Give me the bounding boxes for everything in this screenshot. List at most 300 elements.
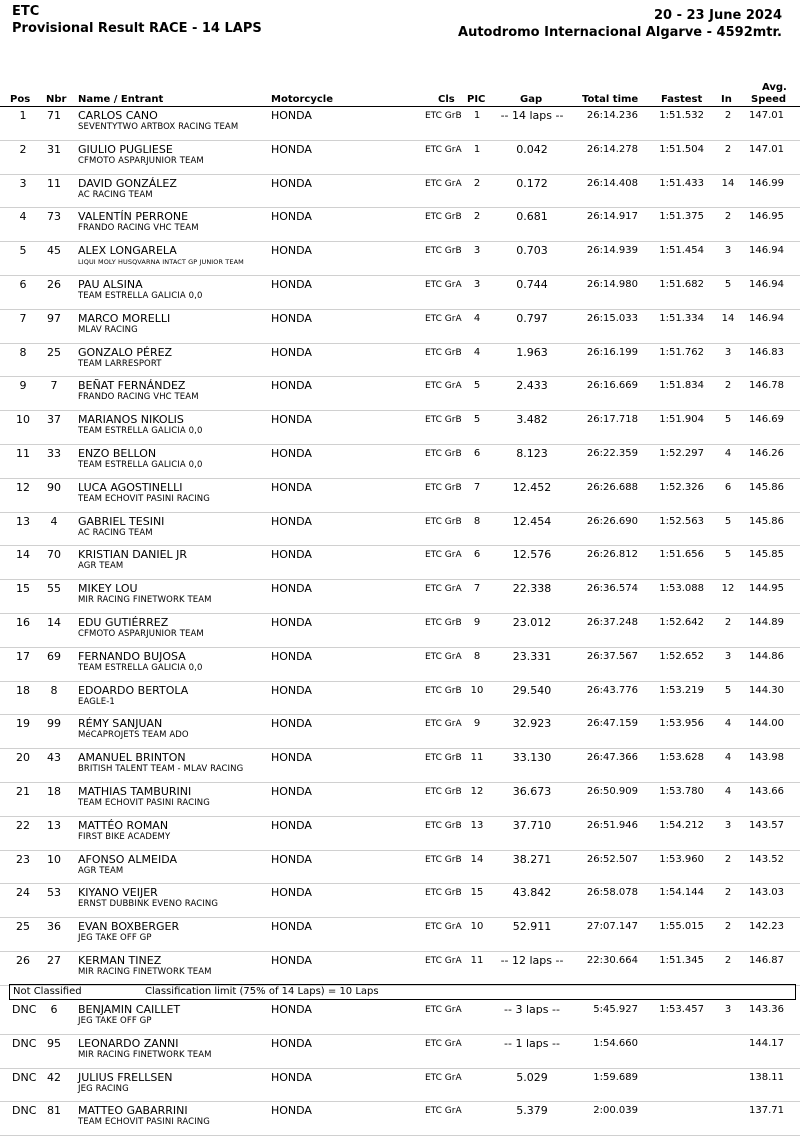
cell-nbr: 71 — [47, 109, 61, 122]
result-row — [0, 816, 800, 851]
cell-class: ETC GrB — [425, 618, 462, 628]
cell-name: KRISTIAN DANIEL JR — [78, 548, 188, 562]
cell-motorcycle: HONDA — [271, 514, 312, 528]
cell-name: JULIUS FRELLSEN — [78, 1070, 173, 1084]
cell-gap: 29.540 — [512, 683, 552, 697]
cell-fastest-lap-number: 2 — [724, 110, 732, 121]
cell-class: ETC GrB — [425, 415, 462, 426]
cell-motorcycle: HONDA — [271, 379, 312, 393]
cell-total-time: 26:15.033 — [586, 312, 638, 324]
cell-nbr: 69 — [47, 649, 61, 663]
cell-motorcycle: HONDA — [271, 751, 312, 765]
cell-class: ETC GrA — [425, 144, 462, 155]
cell-pos: 26 — [16, 954, 30, 967]
cell-avg-speed: 143.66 — [749, 786, 784, 797]
cell-pic: 14 — [470, 853, 484, 865]
cell-total-time: 26:14.236 — [586, 110, 638, 121]
cell-nbr: 97 — [47, 311, 61, 325]
cell-pos: 7 — [19, 311, 27, 325]
cell-nbr: 55 — [47, 582, 61, 596]
cell-motorcycle: HONDA — [271, 311, 312, 325]
cell-class: ETC GrB — [425, 212, 462, 223]
cell-pic: 15 — [470, 887, 484, 899]
cell-name: GABRIEL TESINI — [78, 514, 165, 528]
cell-nbr: 90 — [47, 480, 61, 494]
cell-nbr: 6 — [50, 1003, 58, 1016]
cell-pos: 14 — [16, 548, 30, 562]
cell-fastest-lap-number: 2 — [724, 617, 732, 628]
cell-motorcycle: HONDA — [271, 1104, 312, 1118]
cell-gap: 12.452 — [512, 480, 552, 494]
cell-pic: 8 — [473, 515, 481, 527]
cell-pic: 7 — [473, 583, 481, 595]
col-name: Name / Entrant — [78, 94, 164, 105]
cell-fastest-lap: 1:51.433 — [659, 177, 704, 189]
cell-team: MéCAPROJETS TEAM ADO — [78, 730, 189, 741]
cell-total-time: 26:36.574 — [586, 583, 638, 595]
cell-team: FRANDO RACING VHC TEAM — [78, 392, 199, 403]
cell-gap: -- 12 laps -- — [500, 954, 564, 967]
cell-pic: 1 — [473, 143, 481, 155]
result-row — [0, 681, 800, 716]
cell-nbr: 36 — [47, 920, 61, 934]
cell-name: BENJAMIN CAILLET — [78, 1003, 181, 1016]
col-total-time: Total time — [582, 94, 639, 105]
cell-name: AMANUEL BRINTON — [78, 751, 186, 765]
cell-nbr: 95 — [47, 1036, 61, 1050]
cell-team: MIR RACING FINETWORK TEAM — [78, 595, 212, 606]
cell-name: EVAN BOXBERGER — [78, 920, 180, 934]
cell-avg-speed: 146.69 — [749, 414, 784, 426]
cell-class: ETC GrB — [425, 854, 462, 865]
col-nbr: Nbr — [46, 94, 67, 105]
cell-pic: 10 — [470, 684, 484, 696]
cell-pos: 4 — [19, 210, 27, 224]
cell-pic: 7 — [473, 481, 481, 493]
cell-gap: 37.710 — [512, 818, 552, 832]
cell-team: TEAM ECHOVIT PASINI RACING — [78, 798, 210, 808]
cell-motorcycle: HONDA — [271, 1003, 312, 1016]
cell-name: MATTÉO ROMAN — [78, 818, 169, 832]
cell-fastest-lap-number: 2 — [724, 955, 732, 966]
cell-team: CFMOTO ASPARJUNIOR TEAM — [78, 629, 204, 639]
cell-motorcycle: HONDA — [271, 278, 312, 291]
cell-name: KERMAN TINEZ — [78, 954, 162, 967]
cell-gap: 52.911 — [512, 920, 552, 934]
cell-team: JEG TAKE OFF GP — [78, 1016, 152, 1026]
cell-team: LIQUI MOLY HUSQVARNA INTACT GP JUNIOR TEAM — [78, 258, 244, 267]
cell-fastest-lap: 1:51.682 — [659, 279, 704, 290]
cell-nbr: 8 — [50, 683, 58, 697]
column-header-row — [0, 80, 800, 107]
cell-total-time: 26:52.507 — [586, 853, 638, 865]
cell-avg-speed: 144.00 — [749, 718, 784, 730]
col-avg: Avg. — [762, 82, 787, 93]
cell-gap: 0.042 — [516, 142, 548, 156]
cell-class: ETC GrA — [425, 1038, 462, 1049]
cell-gap: 2.433 — [516, 379, 548, 393]
cell-class: ETC GrB — [425, 787, 462, 797]
cell-fastest-lap: 1:55.015 — [659, 921, 704, 933]
cell-pos: 8 — [19, 345, 27, 359]
result-row — [0, 343, 800, 378]
not-classified-bar — [9, 984, 796, 1000]
cell-fastest-lap-number: 2 — [724, 143, 732, 155]
cell-motorcycle: HONDA — [271, 649, 312, 663]
result-row — [0, 917, 800, 952]
cell-gap: 5.029 — [516, 1070, 548, 1084]
col-in: In — [721, 94, 732, 105]
cell-name: PAU ALSINA — [78, 278, 143, 291]
series-title: ETC — [12, 4, 40, 19]
col-speed: Speed — [751, 94, 787, 105]
cell-fastest-lap: 1:51.834 — [659, 380, 704, 392]
cell-fastest-lap: 1:51.375 — [659, 211, 704, 223]
cell-total-time: 26:26.812 — [586, 549, 638, 561]
cell-motorcycle: HONDA — [271, 142, 312, 156]
cell-gap: -- 3 laps -- — [504, 1003, 560, 1016]
cell-name: RÉMY SANJUAN — [78, 717, 163, 731]
cell-fastest-lap-number: 5 — [724, 515, 732, 527]
cell-avg-speed: 145.86 — [749, 515, 784, 527]
cell-name: DAVID GONZÁLEZ — [78, 176, 177, 190]
cell-pic: 4 — [473, 346, 481, 358]
cell-avg-speed: 138.11 — [749, 1071, 784, 1083]
cell-fastest-lap: 1:52.652 — [659, 650, 704, 662]
cell-avg-speed: 146.78 — [749, 380, 784, 392]
cell-pos: 22 — [16, 818, 30, 832]
cell-name: ALEX LONGARELA — [78, 244, 177, 258]
result-row — [0, 951, 800, 986]
cell-pos: DNC — [12, 1003, 37, 1016]
cell-name: MARCO MORELLI — [78, 311, 171, 325]
cell-gap: 33.130 — [512, 751, 552, 765]
cell-avg-speed: 145.86 — [749, 481, 784, 493]
result-row — [0, 1068, 800, 1103]
result-row — [0, 174, 800, 209]
not-classified-label: Not Classified — [13, 986, 82, 997]
cell-pos: 18 — [16, 683, 30, 697]
cell-fastest-lap-number: 14 — [721, 312, 735, 324]
cell-total-time: 26:17.718 — [586, 414, 638, 426]
cell-avg-speed: 144.30 — [749, 684, 784, 696]
cell-total-time: 22:30.664 — [586, 955, 638, 966]
cell-fastest-lap-number: 3 — [724, 245, 732, 257]
cell-fastest-lap: 1:54.212 — [659, 819, 704, 831]
cell-name: GONZALO PÉREZ — [78, 345, 173, 359]
cell-gap: 5.379 — [516, 1104, 548, 1118]
result-row — [0, 376, 800, 411]
cell-fastest-lap-number: 3 — [724, 346, 732, 358]
cell-name: VALENTÍN PERRONE — [78, 210, 189, 224]
cell-pic: 6 — [473, 549, 481, 561]
cell-gap: 36.673 — [512, 785, 552, 798]
cell-class: ETC GrA — [425, 550, 462, 561]
cell-pic: 5 — [473, 380, 481, 392]
cell-fastest-lap: 1:51.532 — [659, 110, 704, 121]
cell-fastest-lap: 1:51.656 — [659, 549, 704, 561]
cell-name: AFONSO ALMEIDA — [78, 852, 178, 866]
cell-total-time: 26:22.359 — [586, 448, 638, 459]
cell-fastest-lap: 1:51.904 — [659, 414, 704, 426]
cell-gap: 0.797 — [516, 311, 548, 325]
cell-team: CFMOTO ASPARJUNIOR TEAM — [78, 155, 204, 166]
cell-team: TEAM ESTRELLA GALICIA 0,0 — [78, 460, 203, 470]
result-row — [0, 1000, 800, 1035]
cell-motorcycle: HONDA — [271, 954, 312, 967]
cell-total-time: 26:37.248 — [586, 617, 638, 628]
result-row — [0, 410, 800, 445]
circuit-name: Autodromo Internacional Algarve - 4592mtr. — [458, 25, 782, 40]
cell-avg-speed: 144.86 — [749, 650, 784, 662]
cell-total-time: 26:51.946 — [586, 819, 638, 831]
cell-pos: 11 — [16, 447, 30, 460]
cell-pos: 17 — [16, 649, 30, 663]
cell-avg-speed: 146.87 — [749, 955, 784, 966]
cell-motorcycle: HONDA — [271, 447, 312, 460]
cell-avg-speed: 147.01 — [749, 143, 784, 155]
cell-avg-speed: 146.94 — [749, 312, 784, 324]
cell-pos: 6 — [19, 278, 27, 291]
result-row — [0, 207, 800, 242]
cell-fastest-lap-number: 2 — [724, 853, 732, 865]
cell-motorcycle: HONDA — [271, 176, 312, 190]
cell-team: AC RACING TEAM — [78, 189, 153, 200]
cell-team: TEAM ECHOVIT PASINI RACING — [78, 493, 210, 504]
cell-nbr: 37 — [47, 413, 61, 427]
cell-fastest-lap: 1:53.628 — [659, 752, 704, 764]
cell-motorcycle: HONDA — [271, 582, 312, 596]
cell-avg-speed: 143.03 — [749, 887, 784, 899]
cell-gap: 12.576 — [512, 548, 552, 562]
cell-team: AGR TEAM — [78, 865, 124, 876]
cell-fastest-lap-number: 4 — [724, 448, 732, 459]
cell-pic: 10 — [470, 921, 484, 933]
cell-gap: 1.963 — [516, 345, 548, 359]
cell-total-time: 26:26.690 — [586, 515, 638, 527]
cell-team: TEAM ESTRELLA GALICIA 0,0 — [78, 662, 203, 673]
cell-nbr: 99 — [47, 717, 61, 731]
header-right — [458, 7, 782, 41]
cell-fastest-lap: 1:51.334 — [659, 312, 704, 324]
cell-avg-speed: 145.85 — [749, 549, 784, 561]
cell-team: TEAM ESTRELLA GALICIA 0,0 — [78, 426, 203, 437]
cell-class: ETC GrB — [425, 449, 462, 459]
cell-nbr: 25 — [47, 345, 61, 359]
cell-nbr: 45 — [47, 244, 61, 258]
col-fastest: Fastest — [661, 94, 703, 105]
cell-fastest-lap-number: 4 — [724, 718, 732, 730]
cell-avg-speed: 146.95 — [749, 211, 784, 223]
cell-avg-speed: 146.26 — [749, 448, 784, 459]
cell-class: ETC GrA — [425, 313, 462, 324]
result-row — [0, 748, 800, 783]
cell-team: MLAV RACING — [78, 324, 138, 335]
cell-name: EDOARDO BERTOLA — [78, 683, 189, 697]
result-row — [0, 444, 800, 479]
cell-gap: 3.482 — [516, 413, 548, 427]
cell-fastest-lap-number: 4 — [724, 752, 732, 764]
cell-class: ETC GrA — [425, 956, 462, 966]
cell-name: CARLOS CANO — [78, 109, 158, 122]
classification-limit: Classification limit (75% of 14 Laps) = 10 Laps — [145, 986, 379, 997]
cell-motorcycle: HONDA — [271, 785, 312, 798]
cell-motorcycle: HONDA — [271, 413, 312, 427]
col-pic: PIC — [467, 94, 486, 105]
cell-nbr: 26 — [47, 278, 61, 291]
cell-name: LUCA AGOSTINELLI — [78, 480, 183, 494]
cell-name: FERNANDO BUJOSA — [78, 649, 186, 663]
cell-name: BEÑAT FERNÁNDEZ — [78, 379, 186, 393]
cell-team: BRITISH TALENT TEAM - MLAV RACING — [78, 764, 244, 775]
cell-total-time: 26:37.567 — [586, 650, 638, 662]
cell-avg-speed: 144.95 — [749, 583, 784, 595]
cell-total-time: 1:59.689 — [593, 1071, 638, 1083]
cell-total-time: 26:16.669 — [586, 380, 638, 392]
cell-fastest-lap: 1:51.762 — [659, 346, 704, 358]
cell-fastest-lap-number: 4 — [724, 786, 732, 797]
cell-pos: 1 — [19, 109, 27, 122]
cell-gap: -- 1 laps -- — [504, 1036, 560, 1050]
cell-pos: 3 — [19, 176, 27, 190]
col-motorcycle: Motorcycle — [271, 94, 333, 105]
cell-gap: 0.681 — [516, 210, 548, 224]
cell-total-time: 26:16.199 — [586, 346, 638, 358]
cell-avg-speed: 146.94 — [749, 279, 784, 290]
cell-nbr: 7 — [50, 379, 58, 393]
cell-gap: 12.454 — [512, 514, 552, 528]
cell-nbr: 18 — [47, 785, 61, 798]
cell-nbr: 10 — [47, 852, 61, 866]
cell-pos: 15 — [16, 582, 30, 596]
cell-team: TEAM LARRESPORT — [78, 358, 162, 369]
cell-pos: 9 — [19, 379, 27, 393]
cell-class: ETC GrA — [425, 381, 462, 392]
cell-total-time: 26:50.909 — [586, 786, 638, 797]
cell-pic: 11 — [470, 955, 484, 966]
cell-fastest-lap: 1:54.144 — [659, 887, 704, 899]
cell-motorcycle: HONDA — [271, 616, 312, 629]
cell-name: LEONARDO ZANNI — [78, 1036, 179, 1050]
cell-fastest-lap: 1:51.504 — [659, 143, 704, 155]
cell-avg-speed: 143.52 — [749, 853, 784, 865]
session-title: Provisional Result RACE - 14 LAPS — [12, 21, 262, 36]
cell-pos: DNC — [12, 1104, 37, 1118]
cell-motorcycle: HONDA — [271, 109, 312, 122]
cell-pic: 9 — [473, 718, 481, 730]
cell-class: ETC GrA — [425, 1072, 462, 1083]
cell-gap: 8.123 — [516, 447, 548, 460]
cell-pos: DNC — [12, 1036, 37, 1050]
result-row — [0, 1034, 800, 1069]
cell-total-time: 26:26.688 — [586, 481, 638, 493]
cell-fastest-lap-number: 12 — [721, 583, 735, 595]
cell-nbr: 27 — [47, 954, 61, 967]
cell-team: TEAM ESTRELLA GALICIA 0,0 — [78, 291, 203, 301]
cell-total-time: 27:07.147 — [586, 921, 638, 933]
cell-team: AC RACING TEAM — [78, 527, 153, 538]
result-row — [0, 579, 800, 614]
cell-class: ETC GrB — [425, 888, 462, 899]
cell-pos: 24 — [16, 886, 30, 900]
cell-pos: 21 — [16, 785, 30, 798]
cell-pic: 6 — [473, 448, 481, 459]
cell-team: FRANDO RACING VHC TEAM — [78, 223, 199, 234]
cell-fastest-lap-number: 2 — [724, 921, 732, 933]
cell-motorcycle: HONDA — [271, 717, 312, 731]
cell-pos: 5 — [19, 244, 27, 258]
cell-team: MIR RACING FINETWORK TEAM — [78, 967, 212, 977]
cell-class: ETC GrA — [425, 584, 462, 595]
cell-class: ETC GrB — [425, 482, 462, 493]
cell-fastest-lap-number: 3 — [724, 819, 732, 831]
cell-motorcycle: HONDA — [271, 886, 312, 900]
cell-gap: 23.331 — [512, 649, 552, 663]
cell-class: ETC GrB — [425, 820, 462, 831]
cell-team: MIR RACING FINETWORK TEAM — [78, 1049, 212, 1060]
cell-name: GIULIO PUGLIESE — [78, 142, 173, 156]
result-row — [0, 545, 800, 580]
cell-avg-speed: 137.71 — [749, 1105, 784, 1117]
cell-name: EDU GUTIÉRREZ — [78, 616, 169, 629]
cell-pic: 1 — [473, 110, 481, 121]
cell-fastest-lap-number: 5 — [724, 279, 732, 290]
result-row — [0, 478, 800, 513]
result-row — [0, 782, 800, 817]
cell-class: ETC GrB — [425, 516, 462, 527]
col-pos: Pos — [10, 94, 31, 105]
cell-gap: 43.842 — [512, 886, 552, 900]
header-left — [12, 3, 262, 37]
cell-fastest-lap-number: 2 — [724, 211, 732, 223]
cell-nbr: 14 — [47, 616, 61, 629]
cell-pic: 9 — [473, 617, 481, 628]
cell-pos: 10 — [16, 413, 30, 427]
cell-fastest-lap-number: 2 — [724, 887, 732, 899]
result-row — [0, 275, 800, 310]
cell-nbr: 70 — [47, 548, 61, 562]
cell-fastest-lap: 1:53.960 — [659, 853, 704, 865]
cell-avg-speed: 144.17 — [749, 1037, 784, 1049]
cell-avg-speed: 144.89 — [749, 617, 784, 628]
result-row — [0, 140, 800, 175]
cell-fastest-lap-number: 3 — [724, 1004, 732, 1015]
cell-total-time: 26:14.408 — [586, 177, 638, 189]
result-row — [0, 241, 800, 276]
cell-class: ETC GrB — [425, 111, 462, 121]
cell-nbr: 13 — [47, 818, 61, 832]
cell-fastest-lap-number: 5 — [724, 414, 732, 426]
cell-total-time: 2:00.039 — [593, 1105, 638, 1117]
cell-motorcycle: HONDA — [271, 1070, 312, 1084]
cell-class: ETC GrA — [425, 178, 462, 189]
cell-total-time: 26:14.278 — [586, 143, 638, 155]
cell-name: MATHIAS TAMBURINI — [78, 785, 192, 798]
result-row — [0, 850, 800, 885]
cell-name: MIKEY LOU — [78, 582, 138, 596]
col-cls: Cls — [438, 94, 455, 105]
cell-fastest-lap-number: 5 — [724, 684, 732, 696]
cell-pic: 13 — [470, 819, 484, 831]
cell-motorcycle: HONDA — [271, 345, 312, 359]
cell-fastest-lap: 1:52.326 — [659, 481, 704, 493]
cell-avg-speed: 146.94 — [749, 245, 784, 257]
cell-class: ETC GrA — [425, 1106, 462, 1117]
cell-pos: 19 — [16, 717, 30, 731]
result-row — [0, 883, 800, 918]
cell-fastest-lap: 1:51.454 — [659, 245, 704, 257]
cell-pos: 25 — [16, 920, 30, 934]
